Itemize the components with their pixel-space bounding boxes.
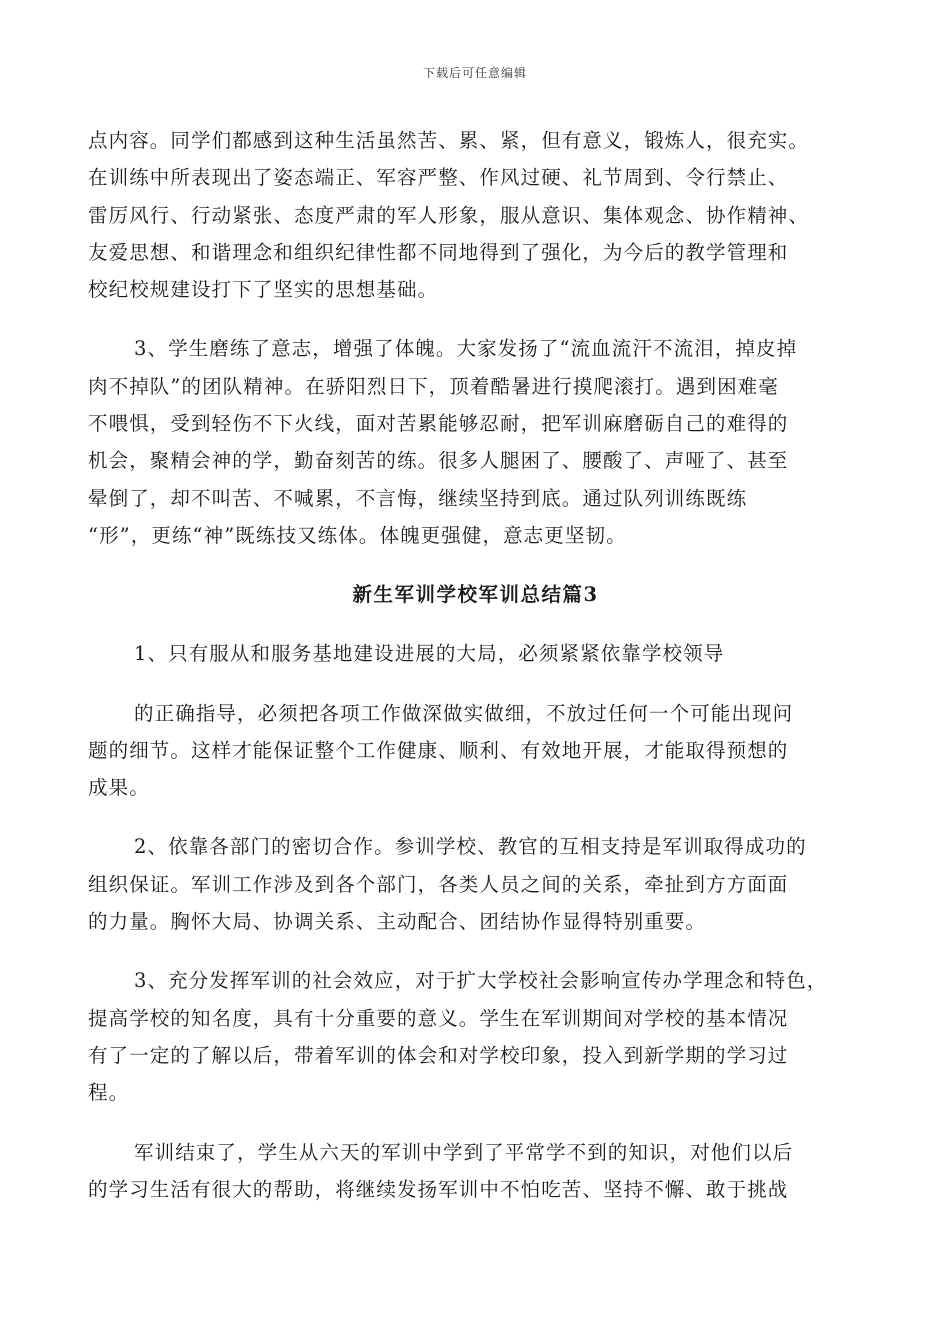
text-line: 有了一定的了解以后，带着军训的体会和对学校印象，投入到新学期的学习过 — [88, 1043, 789, 1067]
text-line: 提高学校的知名度，具有十分重要的意义。学生在军训期间对学校的基本情况 — [88, 1006, 789, 1030]
text-line: 点内容。同学们都感到这种生活虽然苦、累、紧，但有意义，锻炼人，很充实。 — [88, 129, 810, 152]
paragraph-5 — [88, 828, 868, 940]
paragraph-6 — [88, 962, 868, 1111]
text-line: 成果。 — [88, 776, 150, 800]
text-line: 友爱思想、和谐理念和组织纪律性都不同地得到了强化，为今后的教学管理和 — [88, 240, 789, 264]
text-line: 3、充分发挥军训的社会效应，对于扩大学校社会影响宣传办学理念和特色， — [134, 969, 828, 993]
text-line: “形”，更练“神”既练技又练体。体魄更强健，意志更坚韧。 — [88, 523, 627, 547]
text-line: 肉不掉队”的团队精神。在骄阳烈日下，顶着酷暑进行摸爬滚打。遇到困难毫 — [88, 374, 779, 398]
text-line: 3、学生磨练了意志，增强了体魄。大家发扬了“流血流汗不流泪，掉皮掉 — [134, 337, 798, 361]
paragraph-4 — [88, 695, 868, 807]
paragraph-1 — [88, 122, 868, 308]
text-line: 军训结束了，学生从六天的军训中学到了平常学不到的知识，对他们以后 — [134, 1140, 794, 1164]
text-line: 1、只有服从和服务基地建设进展的大局，必须紧紧依靠学校领导 — [134, 642, 725, 666]
text-line: 的学习生活有很大的帮助，将继续发扬军训中不怕吃苦、坚持不懈、敢于挑战 — [88, 1177, 789, 1201]
paragraph-3 — [88, 635, 868, 672]
text-line: 组织保证。军训工作涉及到各个部门，各类人员之间的关系，牵扯到方方面面 — [88, 872, 789, 896]
text-line: 不喂惧，受到轻伤不下火线，面对苦累能够忍耐，把军训麻磨砺自己的难得的 — [88, 412, 789, 436]
paragraph-7 — [88, 1134, 868, 1209]
text-line: 雷厉风行、行动紧张、态度严肃的军人形象，服从意识、集体观念、协作精神、 — [88, 203, 810, 227]
text-line: 的力量。胸怀大局、协调关系、主动配合、团结协作显得特别重要。 — [88, 910, 707, 934]
section-heading: 新生军训学校军训总结篇3 — [352, 583, 599, 607]
text-line: 程。 — [88, 1081, 130, 1105]
text-line: 校纪校规建设打下了坚实的思想基础。 — [88, 278, 439, 302]
text-line: 2、依靠各部门的密切合作。参训学校、教官的互相支持是军训取得成功的 — [134, 835, 807, 859]
text-line: 晕倒了，却不叫苦、不喊累，不言悔，继续坚持到底。通过队列训练既练 — [88, 486, 748, 510]
text-line: 题的细节。这样才能保证整个工作健康、顺利、有效地开展，才能取得预想的 — [88, 738, 789, 762]
text-line: 的正确指导，必须把各项工作做深做实做细，不放过任何一个可能出现问 — [134, 701, 794, 725]
paragraph-2 — [88, 330, 868, 554]
page-header: 下载后可任意编辑 — [422, 66, 527, 80]
document-body — [88, 122, 868, 1208]
text-line: 在训练中所表现出了姿态端正、军容严整、作风过硬、礼节周到、令行禁止、 — [88, 166, 789, 190]
text-line: 机会，聚精会神的学，勤奋刻苦的练。很多人腿困了、腰酸了、声哑了、甚至 — [88, 449, 789, 473]
